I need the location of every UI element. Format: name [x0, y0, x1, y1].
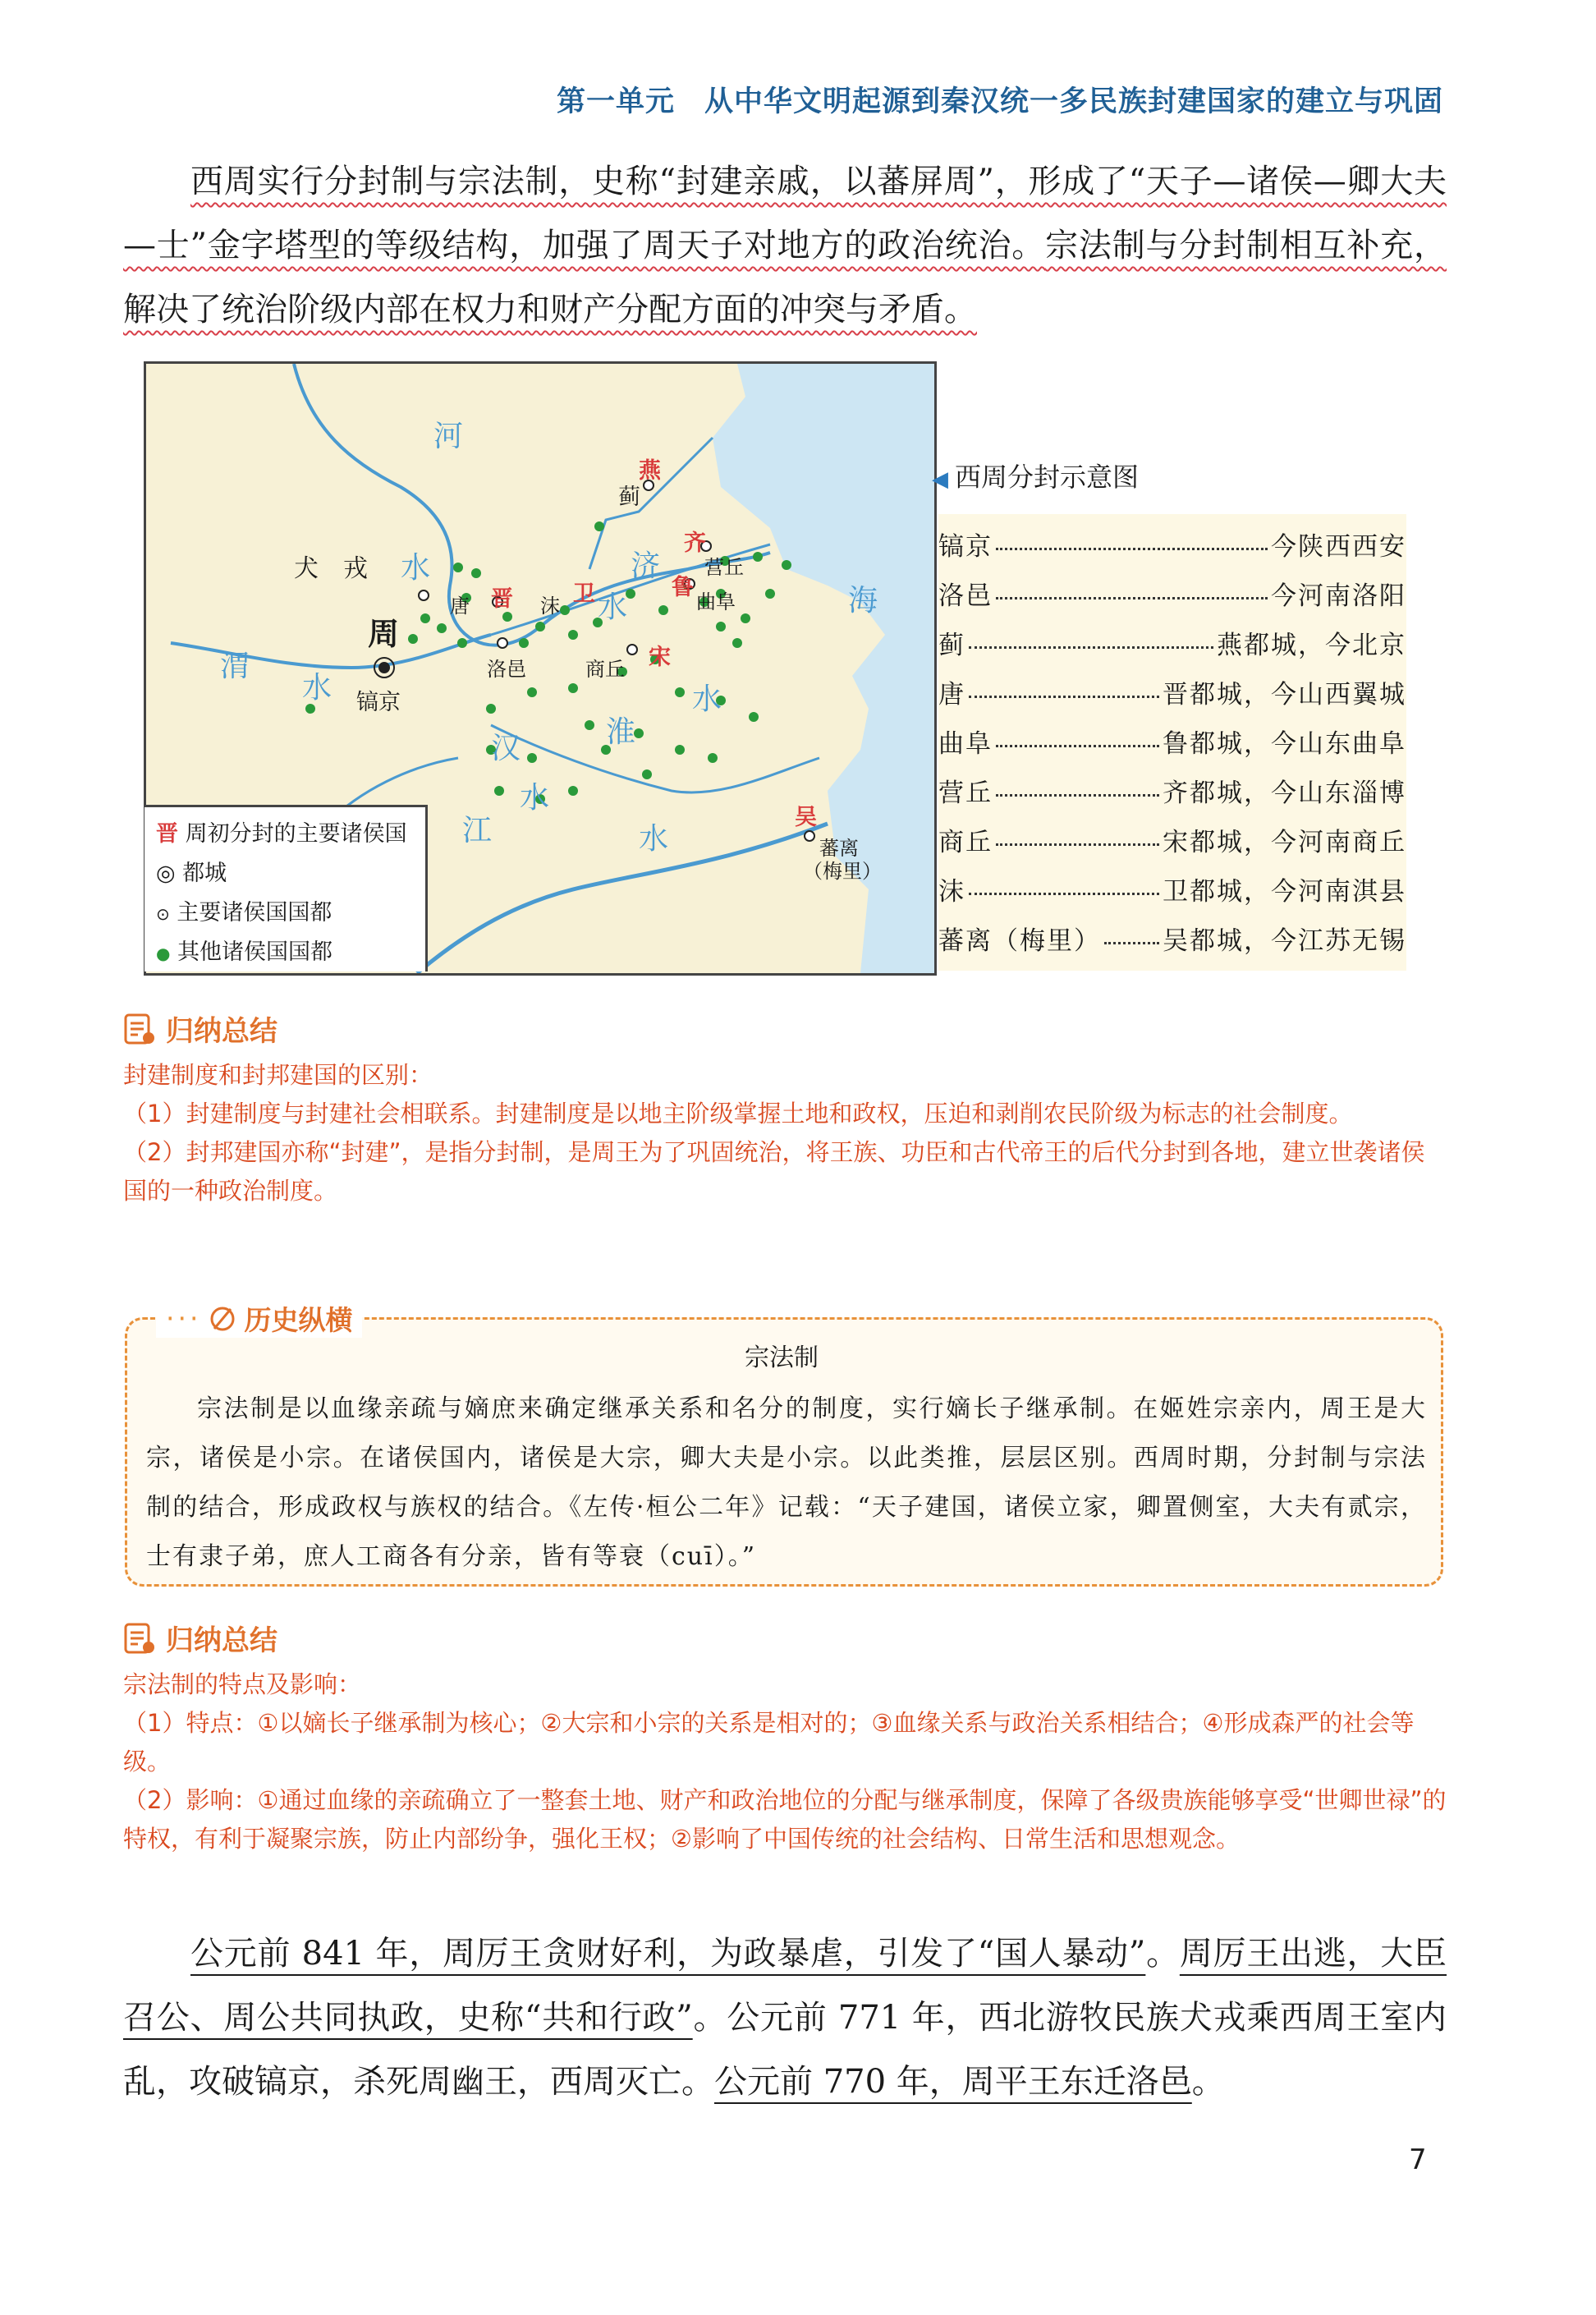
label-shui-2: 水	[598, 590, 628, 624]
legend-symbol-1: 晋	[156, 821, 178, 847]
label-jin: 晋	[491, 586, 513, 612]
label-shui-7: 水	[639, 822, 669, 856]
legend-symbol-3: ⊙	[156, 904, 170, 924]
label-jiang: 江	[462, 814, 493, 847]
summary-title-1: 归纳总结	[123, 1008, 277, 1049]
label-mei: 沫	[540, 595, 560, 618]
label-luoyi: 洛邑	[487, 658, 526, 681]
wei-river	[171, 635, 491, 668]
label-meili: （梅里）	[803, 860, 882, 883]
wavy-underlined-text-2: 宗法制与分封制相互补充，解决了统治阶级内部在权力和财产分配方面的冲突与矛盾。	[123, 227, 1447, 328]
label-wu: 吴	[795, 805, 817, 830]
summary-item-2-2: （2）影响：①通过血缘的亲疏确立了一整套土地、财产和政治地位的分配与继承制度，保障了各级贵族能够享受“世卿世禄”的特权，有利于凝聚宗族，防止内部纷争，强化王权；②影响了中国传统的社会结构、日常生活和思想观念。	[123, 1786, 1447, 1853]
glossary-row: 洛邑 今河南洛阳	[938, 581, 1406, 611]
intro-paragraph	[123, 149, 1447, 342]
label-lu: 鲁	[672, 575, 694, 600]
map-caption-text: 西周分封示意图	[955, 462, 1140, 493]
page-number: 7	[1409, 2143, 1427, 2176]
summary-block-2	[123, 1665, 1447, 1858]
glossary-row: 蓟 燕都城，今北京	[938, 630, 1406, 660]
underlined-text-1: 公元前 841 年，周厉王贪财好利，为政暴虐，引发了“国人暴动”	[190, 1935, 1146, 1973]
summary-clipboard-icon	[123, 1012, 156, 1046]
glossary-row: 商丘 宋都城，今河南商丘	[938, 827, 1406, 857]
glossary-row: 营丘 齐都城，今山东淄博	[938, 778, 1406, 808]
label-shui-4: 水	[692, 682, 722, 716]
summary-lead-1: 封建制度和封邦建国的区别：	[123, 1061, 433, 1089]
history-label: ··· 历史纵横	[156, 1299, 362, 1338]
summary-block-1	[123, 1056, 1447, 1210]
summary-item-2-1: （1）特点：①以嫡长子继承制为核心；②大宗和小宗的关系是相对的；③血缘关系与政治关系相结合；④形成森严的社会等级。	[123, 1709, 1415, 1775]
label-haojing: 镐京	[356, 690, 401, 715]
label-he: 河	[433, 420, 464, 453]
summary-item-1-2: （2）封邦建国亦称“封建”，是指分封制，是周王为了巩固统治，将王族、功臣和古代帝王的后代分封到各地，建立世袭诸侯国的一种政治制度。	[123, 1138, 1425, 1205]
label-song: 宋	[649, 645, 671, 670]
label-han: 汉	[491, 732, 521, 765]
caption-arrow-icon: ◀	[932, 467, 948, 492]
place-glossary	[938, 514, 1406, 971]
label-qufu: 曲阜	[696, 590, 736, 613]
unit-header: 第一单元 从中华文明起源到秦汉统一多民族封建国家的建立与巩固	[556, 85, 1443, 118]
summary-clipboard-icon	[123, 1621, 156, 1656]
label-shui-1: 水	[401, 551, 431, 585]
label-qi: 齐	[684, 531, 706, 556]
map-caption	[932, 457, 1139, 494]
label-yingqiu: 营丘	[704, 556, 744, 579]
label-ji-river: 济	[631, 549, 661, 583]
label-zhou: 周	[368, 616, 400, 652]
label-shui-5: 水	[520, 781, 550, 815]
legend-text-1: 周初分封的主要诸侯国	[185, 821, 407, 847]
legend-symbol-2: ◎	[156, 861, 176, 886]
label-tang: 唐	[450, 595, 470, 618]
closing-paragraph: 公元前 841 年，周厉王贪财好利，为政暴虐，引发了“国人暴动”。周厉王出逃，大臣召公、周公共同执政，史称“共和行政”。公元前 771 年，西北游牧民族犬戎乘西周王室内乱，攻破镐京，杀死周幽王，西周灭亡。公元前 770 年，周平王东迁洛邑。	[123, 1935, 1447, 2101]
wavy-underlined-text: 西周实行分封制与宗法制，史称“封建亲戚，以蕃屏周”，形成了“天子—诸侯—卿大夫—士”金字塔型的等级结构，加强了周天子对地方的政治统治。	[123, 163, 1447, 264]
history-compass-icon	[208, 1304, 237, 1334]
label-shangqiu: 商丘	[585, 658, 625, 681]
underlined-text-3: 公元前 770 年，周平王东迁洛邑	[714, 2063, 1192, 2101]
legend-text-4: 其他诸侯国国都	[177, 939, 333, 965]
glossary-row: 唐 晋都城，今山西翼城	[938, 679, 1406, 710]
legend-text-3: 主要诸侯国国都	[177, 900, 332, 926]
label-huai: 淮	[606, 715, 636, 749]
label-hai: 海	[848, 584, 878, 618]
history-text: 宗法制是以血缘亲疏与嫡庶来确定继承关系和名分的制度，实行嫡长子继承制。在姬姓宗亲内，周王是大宗，诸侯是小宗。在诸侯国内，诸侯是大宗，卿大夫是小宗。以此类推，层层区别。西周时期，分封制与宗法制的结合，形成政权与族权的结合。《左传·桓公二年》记载：“天子建国，诸侯立家，卿置侧室，大夫有贰宗，士有隶子弟，庶人工商各有分亲，皆有等衰（cuī）。”	[146, 1394, 1427, 1571]
label-quanrong: 犬 戎	[294, 554, 368, 583]
label-shui-3: 水	[302, 671, 332, 705]
label-ji: 蓟	[618, 485, 640, 510]
history-title: 宗法制	[745, 1344, 819, 1372]
summary-item-1-1: （1）封建制度与封建社会相联系。封建制度是以地主阶级掌握土地和政权，压迫和剥削农民阶级为标志的社会制度。	[123, 1100, 1353, 1128]
label-yan: 燕	[639, 458, 661, 484]
legend-symbol-4: ●	[156, 944, 171, 963]
glossary-row: 曲阜 鲁都城，今山东曲阜	[938, 728, 1406, 759]
underlined-text-2: 周厉王出逃，大臣召公、周公共同执政，史称“共和行政”	[123, 1935, 1447, 2037]
label-wei-river: 渭	[220, 650, 250, 683]
map-legend	[144, 805, 428, 971]
summary-title-2: 归纳总结	[123, 1618, 277, 1658]
glossary-row: 镐京 今陕西西安	[938, 531, 1406, 562]
glossary-row: 蕃离（梅里） 吴都城，今江苏无锡	[938, 926, 1406, 956]
summary-lead-2: 宗法制的特点及影响：	[123, 1670, 362, 1698]
legend-text-2: 都城	[182, 861, 227, 886]
glossary-row: 沫 卫都城，今河南淇县	[938, 876, 1406, 907]
label-wei: 卫	[573, 581, 595, 607]
label-fanli: 蕃离	[819, 837, 859, 860]
